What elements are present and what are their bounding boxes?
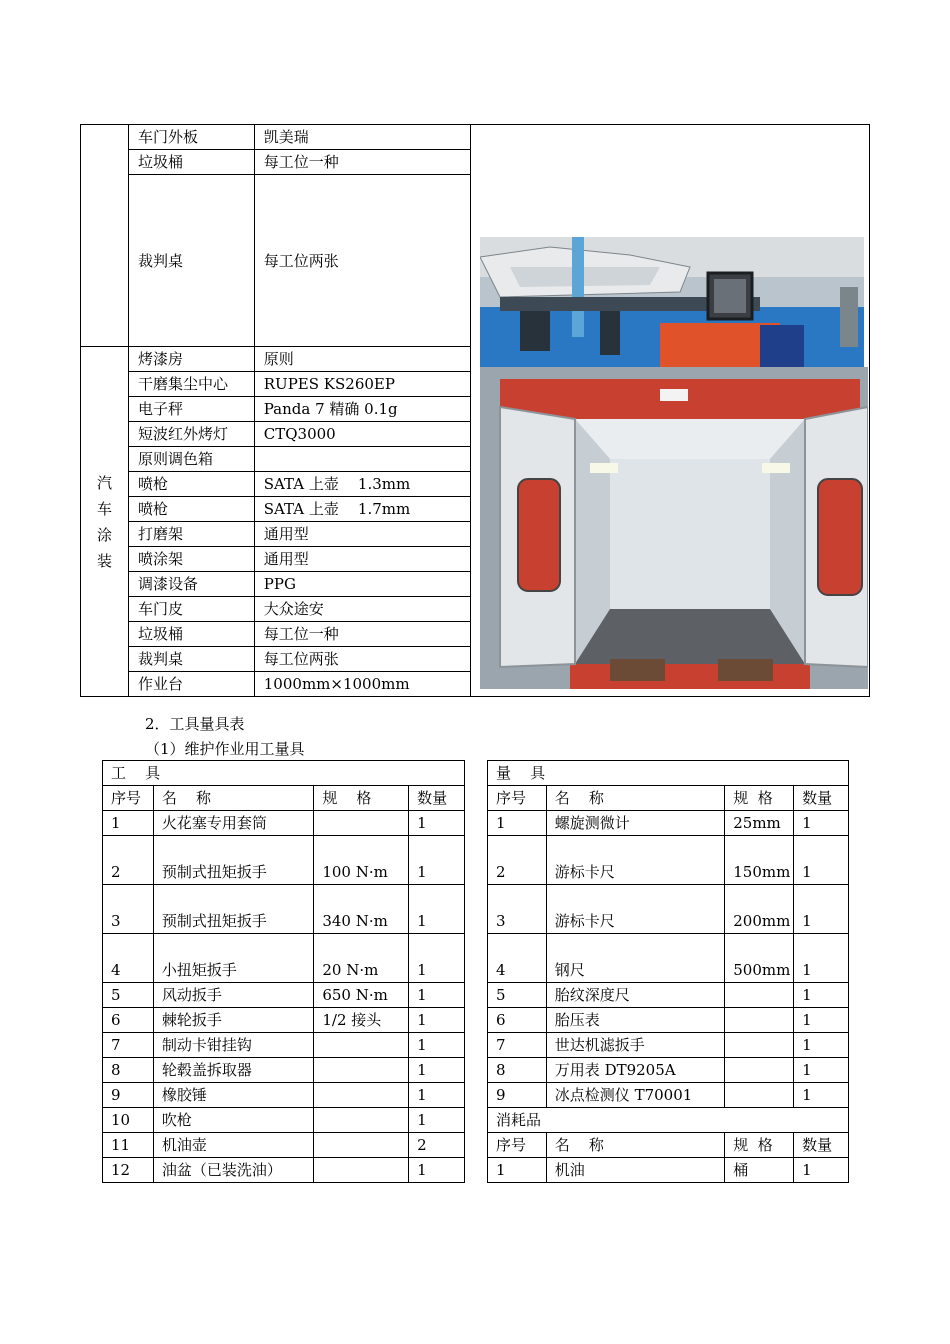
item-name: 车门外板 <box>128 125 254 150</box>
item-spec: PPG <box>254 572 470 597</box>
item-spec: 每工位一种 <box>254 150 470 175</box>
category-char: 汽 <box>96 473 112 492</box>
table-row <box>488 885 849 934</box>
cell-index: 3 <box>488 885 547 934</box>
item-name: 原则调色箱 <box>128 447 254 472</box>
table-row <box>103 1108 465 1133</box>
gauges-table <box>487 760 849 1183</box>
cell-index: 11 <box>103 1133 154 1158</box>
col-header-spec: 规 格 <box>725 1133 794 1158</box>
cell-spec: 20 N·m <box>314 934 409 983</box>
item-spec: 每工位两张 <box>254 175 470 347</box>
cell-qty: 1 <box>794 885 849 934</box>
cell-qty: 1 <box>794 836 849 885</box>
item-name: 调漆设备 <box>128 572 254 597</box>
table-row <box>103 1133 465 1158</box>
cell-index: 7 <box>488 1033 547 1058</box>
cell-name: 预制式扭矩扳手 <box>153 836 313 885</box>
tools-table <box>102 760 465 1183</box>
cell-spec: 340 N·m <box>314 885 409 934</box>
frame-machine-image <box>480 237 864 367</box>
category-char: 车 <box>96 499 112 518</box>
table-row <box>103 811 465 836</box>
table-row <box>103 1058 465 1083</box>
cell-qty: 1 <box>409 983 465 1008</box>
category-char: 涂 <box>96 525 112 544</box>
cell-name: 轮毂盖拆取器 <box>153 1058 313 1083</box>
cell-spec: 500mm <box>725 934 794 983</box>
cell-name: 预制式扭矩扳手 <box>153 885 313 934</box>
item-name: 垃圾桶 <box>128 150 254 175</box>
item-name: 烤漆房 <box>128 347 254 372</box>
frame-machine-photo <box>480 237 864 367</box>
cell-spec <box>725 1058 794 1083</box>
cell-index: 9 <box>103 1083 154 1108</box>
category-cell-empty <box>81 125 129 347</box>
col-header-name: 名 称 <box>546 786 724 811</box>
item-spec: 通用型 <box>254 547 470 572</box>
subsection-heading: （1）维护作业用工量具 <box>145 740 305 758</box>
cell-qty: 1 <box>409 811 465 836</box>
item-spec: 1000mm×1000mm <box>254 672 470 697</box>
table-row <box>488 1158 849 1183</box>
gauges-title: 量 具 <box>488 761 849 786</box>
cell-qty: 1 <box>409 1058 465 1083</box>
item-name: 喷枪 <box>128 472 254 497</box>
cell-spec: 150mm <box>725 836 794 885</box>
cell-spec <box>314 1108 409 1133</box>
cell-qty: 1 <box>794 1008 849 1033</box>
cell-name: 油盆（已装洗油） <box>153 1158 313 1183</box>
item-name: 作业台 <box>128 672 254 697</box>
cell-index: 4 <box>488 934 547 983</box>
item-name: 干磨集尘中心 <box>128 372 254 397</box>
table-row <box>488 934 849 983</box>
item-spec: 每工位一种 <box>254 622 470 647</box>
cell-index: 6 <box>103 1008 154 1033</box>
cell-name: 游标卡尺 <box>546 836 724 885</box>
cell-qty: 1 <box>409 934 465 983</box>
cell-name: 螺旋测微计 <box>546 811 724 836</box>
cell-index: 1 <box>488 811 547 836</box>
cell-spec <box>725 1083 794 1108</box>
tools-title: 工 具 <box>103 761 465 786</box>
cell-spec <box>725 1008 794 1033</box>
cell-spec: 200mm <box>725 885 794 934</box>
spray-booth-image <box>480 367 868 689</box>
col-header-index: 序号 <box>488 1133 547 1158</box>
item-name: 喷枪 <box>128 497 254 522</box>
item-spec <box>254 447 470 472</box>
cell-spec: 100 N·m <box>314 836 409 885</box>
cell-qty: 1 <box>794 811 849 836</box>
cell-name: 万用表 DT9205A <box>546 1058 724 1083</box>
cell-index: 1 <box>488 1158 547 1183</box>
cell-qty: 1 <box>794 1158 849 1183</box>
cell-qty: 1 <box>794 934 849 983</box>
cell-index: 4 <box>103 934 154 983</box>
table-row <box>103 1033 465 1058</box>
table-row <box>103 1083 465 1108</box>
cell-index: 5 <box>488 983 547 1008</box>
cell-qty: 1 <box>794 1033 849 1058</box>
item-spec: 每工位两张 <box>254 647 470 672</box>
cell-name: 世达机滤扳手 <box>546 1033 724 1058</box>
cell-name: 机油壶 <box>153 1133 313 1158</box>
table-row <box>103 934 465 983</box>
cell-spec <box>725 983 794 1008</box>
item-spec: SATA 上壶 1.7mm <box>254 497 470 522</box>
table-row <box>103 983 465 1008</box>
item-name: 打磨架 <box>128 522 254 547</box>
item-spec: RUPES KS260EP <box>254 372 470 397</box>
col-header-spec: 规 格 <box>725 786 794 811</box>
cell-name: 火花塞专用套筒 <box>153 811 313 836</box>
cell-spec: 桶 <box>725 1158 794 1183</box>
cell-index: 6 <box>488 1008 547 1033</box>
cell-index: 8 <box>488 1058 547 1083</box>
cell-qty: 1 <box>409 1158 465 1183</box>
item-spec: 通用型 <box>254 522 470 547</box>
item-name: 短波红外烤灯 <box>128 422 254 447</box>
table-row <box>103 1008 465 1033</box>
cell-index: 10 <box>103 1108 154 1133</box>
item-name: 喷涂架 <box>128 547 254 572</box>
item-spec: 大众途安 <box>254 597 470 622</box>
cell-index: 9 <box>488 1083 547 1108</box>
cell-spec: 650 N·m <box>314 983 409 1008</box>
cell-name: 吹枪 <box>153 1108 313 1133</box>
col-header-qty: 数量 <box>794 1133 849 1158</box>
cell-name: 机油 <box>546 1158 724 1183</box>
cell-name: 钢尺 <box>546 934 724 983</box>
table-row <box>488 1008 849 1033</box>
cell-index: 2 <box>488 836 547 885</box>
table-row <box>103 836 465 885</box>
cell-qty: 1 <box>409 885 465 934</box>
table-row <box>103 1158 465 1183</box>
cell-name: 小扭矩扳手 <box>153 934 313 983</box>
consumables-title: 消耗品 <box>488 1108 849 1133</box>
section-heading: 2．工具量具表 <box>145 715 245 733</box>
item-spec: CTQ3000 <box>254 422 470 447</box>
cell-qty: 1 <box>409 1108 465 1133</box>
cell-spec <box>314 1033 409 1058</box>
cell-spec <box>314 1083 409 1108</box>
col-header-index: 序号 <box>488 786 547 811</box>
cell-spec: 25mm <box>725 811 794 836</box>
cell-name: 棘轮扳手 <box>153 1008 313 1033</box>
item-name: 裁判桌 <box>128 647 254 672</box>
item-name: 车门皮 <box>128 597 254 622</box>
col-header-name: 名 称 <box>546 1133 724 1158</box>
table-row <box>488 1033 849 1058</box>
table-row <box>488 1083 849 1108</box>
cell-name: 胎纹深度尺 <box>546 983 724 1008</box>
category-cell-painting <box>81 347 129 697</box>
table-row <box>488 811 849 836</box>
table-row <box>488 1058 849 1083</box>
table-row <box>488 836 849 885</box>
cell-index: 12 <box>103 1158 154 1183</box>
cell-spec: 1/2 接头 <box>314 1008 409 1033</box>
cell-spec <box>725 1033 794 1058</box>
cell-qty: 1 <box>409 1008 465 1033</box>
col-header-name: 名 称 <box>153 786 313 811</box>
item-spec: 原则 <box>254 347 470 372</box>
cell-qty: 1 <box>794 1083 849 1108</box>
item-name: 电子秤 <box>128 397 254 422</box>
cell-name: 冰点检测仪 T70001 <box>546 1083 724 1108</box>
cell-qty: 1 <box>794 983 849 1008</box>
cell-qty: 1 <box>409 1083 465 1108</box>
cell-qty: 1 <box>409 836 465 885</box>
cell-name: 橡胶锤 <box>153 1083 313 1108</box>
cell-name: 游标卡尺 <box>546 885 724 934</box>
cell-index: 8 <box>103 1058 154 1083</box>
table-row <box>103 885 465 934</box>
item-name: 垃圾桶 <box>128 622 254 647</box>
item-spec: SATA 上壶 1.3mm <box>254 472 470 497</box>
item-spec: Panda 7 精确 0.1g <box>254 397 470 422</box>
cell-name: 胎压表 <box>546 1008 724 1033</box>
cell-index: 7 <box>103 1033 154 1058</box>
cell-spec <box>314 1133 409 1158</box>
cell-index: 3 <box>103 885 154 934</box>
item-spec: 凯美瑞 <box>254 125 470 150</box>
table-row <box>488 983 849 1008</box>
cell-qty: 1 <box>794 1058 849 1083</box>
cell-qty: 1 <box>409 1033 465 1058</box>
cell-index: 2 <box>103 836 154 885</box>
spray-booth-photo <box>480 367 868 689</box>
col-header-qty: 数量 <box>794 786 849 811</box>
cell-index: 5 <box>103 983 154 1008</box>
col-header-index: 序号 <box>103 786 154 811</box>
col-header-spec: 规 格 <box>314 786 409 811</box>
item-name: 裁判桌 <box>128 175 254 347</box>
cell-spec <box>314 1058 409 1083</box>
cell-spec <box>314 811 409 836</box>
col-header-qty: 数量 <box>409 786 465 811</box>
category-char: 装 <box>96 551 112 570</box>
cell-name: 制动卡钳挂钩 <box>153 1033 313 1058</box>
cell-index: 1 <box>103 811 154 836</box>
cell-spec <box>314 1158 409 1183</box>
cell-name: 风动扳手 <box>153 983 313 1008</box>
cell-qty: 2 <box>409 1133 465 1158</box>
